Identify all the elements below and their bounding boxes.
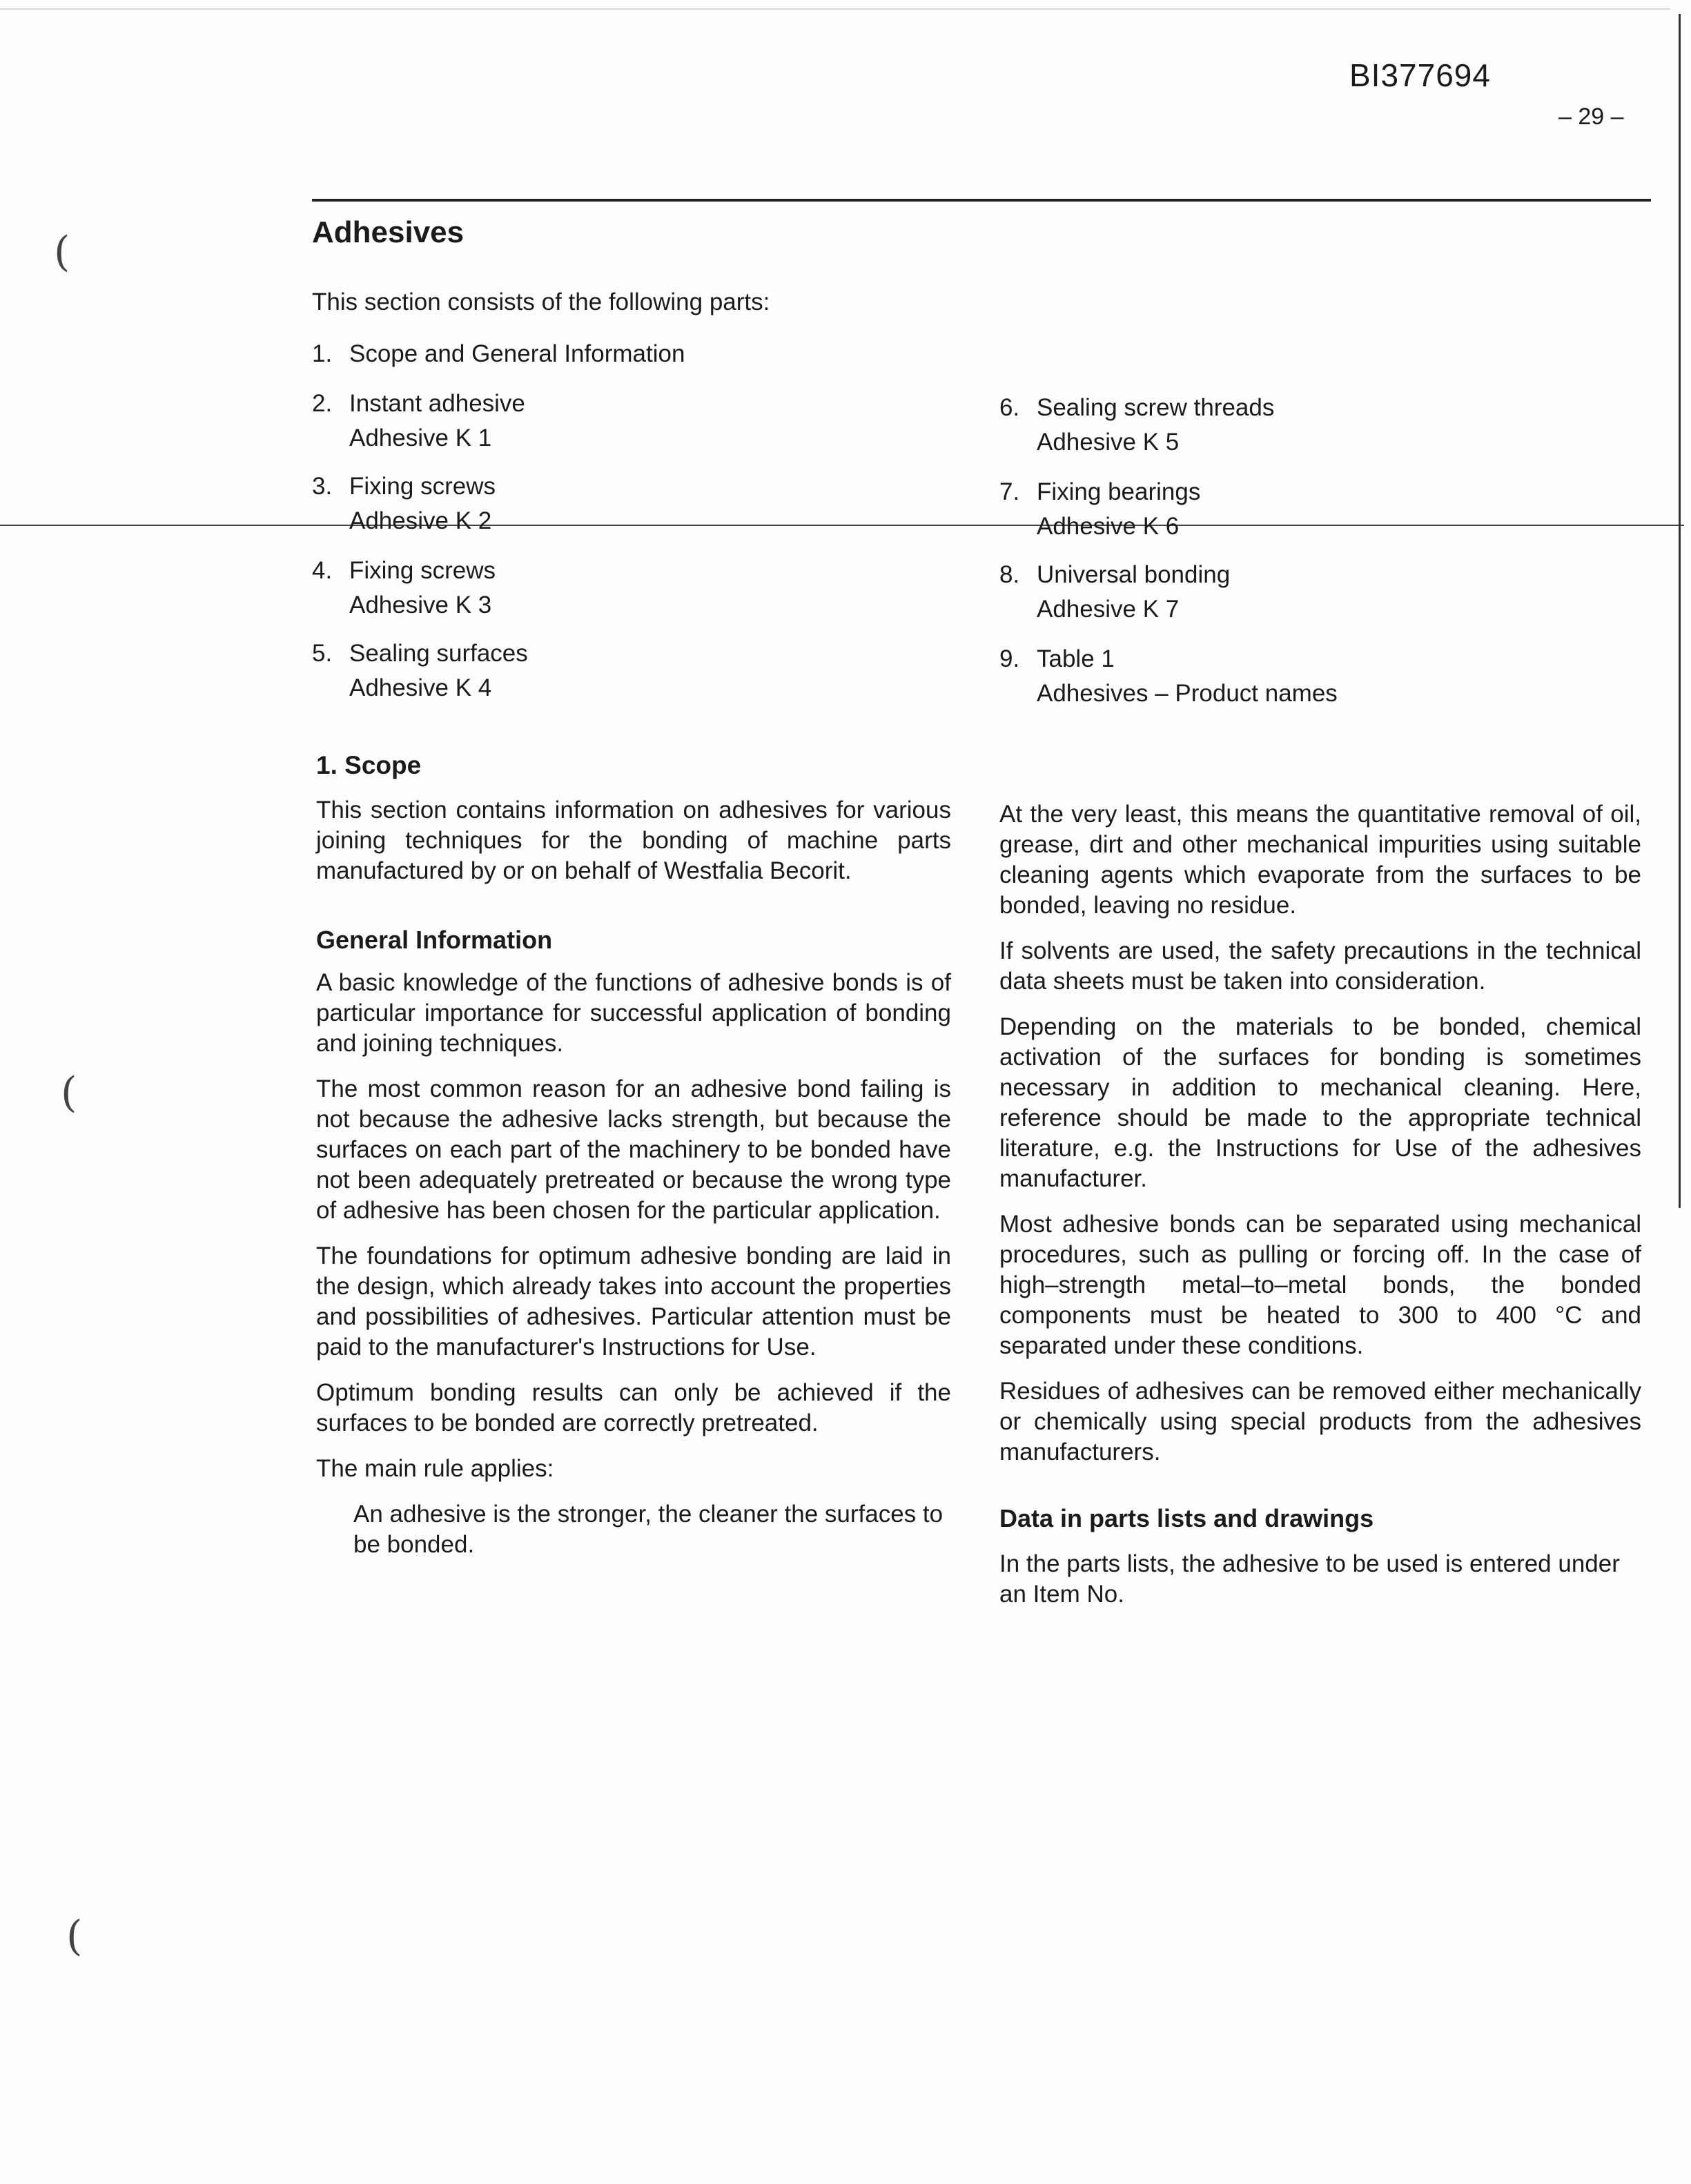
toc-number: 3. (312, 473, 333, 500)
body-paragraph: In the parts lists, the adhesive to be used is entered under an Item No. (999, 1550, 1620, 1608)
body-paragraph: Depending on the materials to be bonded, chemical activation of the surfaces for bonding is sometimes necessary in addition to mechanical cleaning. Here, reference should be made to the appropriate technical literature, e.g. the Instructions for Use of the adhesives manufacturer. (999, 1013, 1641, 1192)
body-paragraph: The foundations for optimum adhesive bonding are laid in the design, which already takes into account the properties and possibilities of adhesives. Particular attention must be paid to the manufacturer's Instructions for Use. (316, 1242, 951, 1361)
toc-title: Fixing screws (349, 473, 496, 500)
toc-title: Table 1 (1037, 645, 1115, 672)
toc-subtitle: Adhesives – Product names (1037, 680, 1338, 707)
toc-title: Sealing surfaces (349, 640, 528, 667)
section-title: Adhesives (312, 215, 465, 249)
toc-item (999, 558, 1230, 627)
toc-number: 9. (999, 645, 1020, 672)
left-column (316, 795, 951, 1575)
parts-lists-heading: Data in parts lists and drawings (999, 1504, 1374, 1532)
toc-number: 2. (312, 390, 333, 417)
toc-item (999, 475, 1200, 544)
body-paragraph: Most adhesive bonds can be separated using mechanical procedures, such as pulling or forcing off. In the case of high–strength metal–to–metal bonds, the bonded components must be heated to 300 to 400 °C and separated under these conditions. (999, 1211, 1641, 1359)
toc-title: Sealing screw threads (1037, 394, 1275, 421)
body-paragraph: The most common reason for an adhesive bond failing is not because the adhesive lacks strength, but because the surfaces on each part of the machinery to be bonded have not been adequately pretreated or because the wrong type of adhesive has been chosen for the particular application. (316, 1075, 951, 1224)
toc-subtitle: Adhesive K 1 (349, 425, 492, 451)
scope-heading: 1. Scope (316, 751, 422, 779)
scope-paragraph: This section contains information on adhesives for various joining techniques for the bonding of machine parts manufactured by or on behalf of Westfalia Becorit. (316, 797, 951, 884)
toc-number: 7. (999, 478, 1020, 505)
toc-subtitle: Adhesive K 7 (1037, 596, 1180, 623)
toc-item (312, 337, 685, 371)
toc-subtitle: Adhesive K 4 (349, 674, 492, 701)
toc-item (999, 391, 1274, 460)
punch-hole-mark-bottom: ( (66, 1912, 83, 1960)
toc-number: 5. (312, 640, 333, 667)
scan-edge-line (0, 8, 1670, 10)
body-paragraph: A basic knowledge of the functions of adhesive bonds is of particular importance for successful application of bonding and joining techniques. (316, 969, 951, 1057)
punch-hole-mark-top: ( (54, 228, 70, 276)
toc-number: 8. (999, 561, 1020, 588)
body-paragraph: Optimum bonding results can only be achieved if the surfaces to be bonded are correctly pretreated. (316, 1379, 951, 1436)
general-info-heading: General Information (316, 926, 553, 954)
toc-subtitle: Adhesive K 3 (349, 592, 492, 618)
body-paragraph: The main rule applies: (316, 1455, 554, 1482)
toc-subtitle: Adhesive K 2 (349, 507, 492, 534)
toc-title: Scope and General Information (349, 340, 685, 367)
toc-subtitle: Adhesive K 5 (1037, 429, 1180, 456)
page-right-edge (1679, 14, 1681, 1208)
toc-title: Fixing bearings (1037, 478, 1201, 505)
toc-title: Universal bonding (1037, 561, 1231, 588)
right-column (999, 799, 1641, 1625)
toc-title: Fixing screws (349, 557, 496, 584)
main-rule-quote: An adhesive is the stronger, the cleaner the surfaces to be bonded. (353, 1501, 944, 1558)
body-paragraph: At the very least, this means the quantitative removal of oil, grease, dirt and other mechanical impurities using suitable cleaning agents which evaporate from the surfaces to be bonded, leaving no residue. (999, 801, 1641, 919)
toc-number: 1. (312, 340, 333, 367)
body-paragraph: Residues of adhesives can be removed either mechanically or chemically using special products from the adhesives manufacturers. (999, 1378, 1641, 1465)
intro-text: This section consists of the following parts: (312, 289, 770, 315)
toc-number: 6. (999, 394, 1020, 421)
header-rule (312, 199, 1651, 202)
toc-item (312, 387, 525, 456)
toc-number: 4. (312, 557, 333, 584)
body-paragraph: If solvents are used, the safety precautions in the technical data sheets must be taken into consideration. (999, 937, 1641, 995)
toc-item (312, 554, 496, 623)
page-number: – 29 – (1558, 104, 1624, 130)
toc-subtitle: Adhesive K 6 (1037, 513, 1180, 540)
punch-hole-mark-middle: ( (61, 1069, 77, 1117)
toc-item (312, 469, 496, 538)
toc-item (999, 642, 1338, 711)
document-id: BI377694 (1349, 57, 1491, 93)
toc-item (312, 636, 528, 705)
scan-fold-line (0, 525, 1684, 526)
toc-title: Instant adhesive (349, 390, 525, 417)
